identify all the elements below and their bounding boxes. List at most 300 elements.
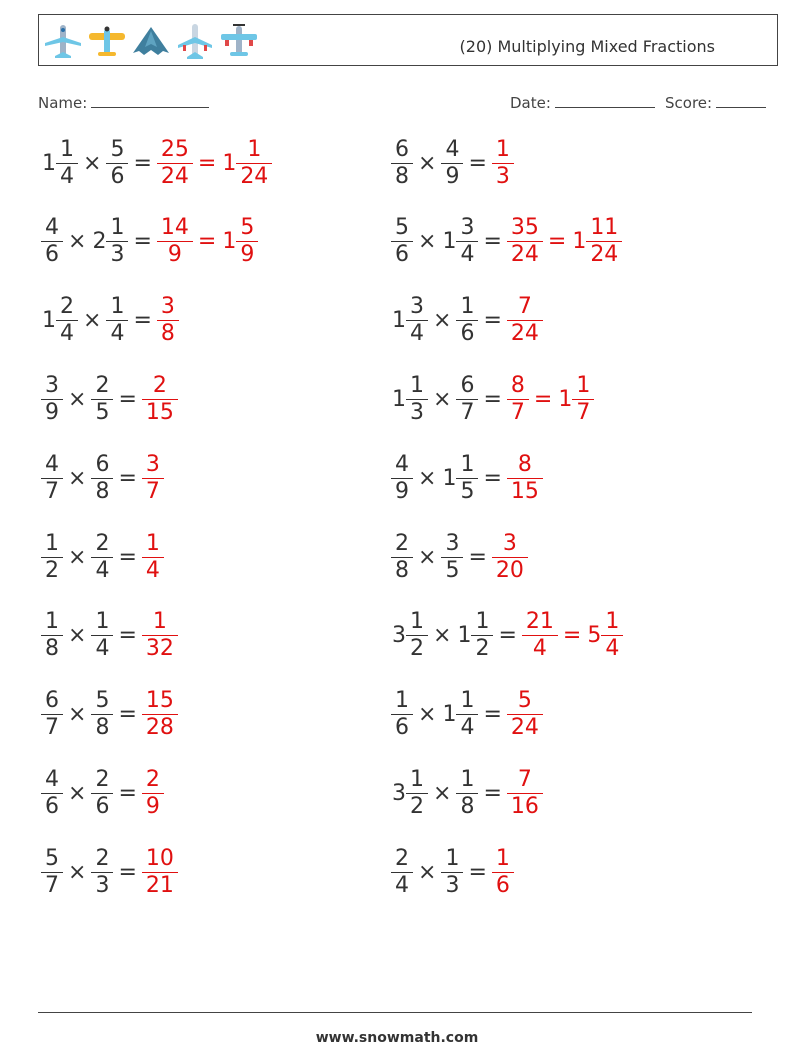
answer — [143, 690, 177, 739]
answer-fraction — [144, 451, 162, 504]
fraction — [58, 136, 76, 189]
denominator: 4 — [391, 872, 413, 897]
numerator: 1 — [247, 136, 262, 162]
times-sign: × — [433, 308, 452, 334]
whole-number: 1 — [392, 386, 406, 412]
whole-number: 1 — [572, 229, 587, 255]
problem-item — [42, 133, 271, 193]
equals-sign: = — [118, 544, 137, 570]
times-sign: × — [433, 623, 452, 649]
problem-item — [42, 212, 257, 272]
denominator: 4 — [456, 714, 478, 739]
denominator: 4 — [406, 320, 428, 345]
numerator: 3 — [160, 294, 175, 320]
numerator: 2 — [95, 766, 110, 792]
fraction — [443, 530, 461, 583]
times-sign: × — [68, 702, 87, 728]
problem-item — [42, 842, 177, 902]
whole-number: 2 — [92, 229, 107, 255]
denominator: 4 — [56, 163, 78, 188]
answer-fraction — [603, 611, 621, 660]
denominator: 16 — [507, 793, 543, 818]
answer-fraction — [238, 217, 256, 266]
score-label: Score: — [665, 94, 713, 112]
answer — [143, 372, 177, 425]
equals-sign: = — [468, 544, 487, 570]
fraction — [93, 690, 111, 739]
fraction — [58, 296, 76, 345]
fraction — [458, 690, 476, 739]
fraction — [458, 451, 476, 504]
denominator: 24 — [507, 320, 543, 345]
answer-fraction — [144, 690, 176, 739]
whole-number: 1 — [442, 229, 457, 255]
whole-number: 1 — [442, 702, 457, 728]
numerator: 4 — [45, 215, 59, 241]
denominator: 28 — [142, 714, 178, 739]
denominator: 3 — [91, 872, 113, 897]
numerator: 3 — [502, 530, 517, 556]
times-sign: × — [418, 229, 437, 255]
numerator: 1 — [110, 294, 125, 320]
fraction — [393, 530, 411, 583]
fraction — [43, 217, 61, 266]
numerator: 2 — [60, 294, 74, 320]
numerator: 1 — [445, 845, 460, 871]
answer-fraction — [494, 845, 512, 898]
denominator: 21 — [142, 872, 178, 897]
fraction — [93, 530, 111, 583]
numerator: 8 — [517, 451, 532, 477]
denominator: 2 — [41, 557, 63, 582]
numerator: 1 — [495, 136, 510, 162]
answer-fraction — [509, 296, 541, 345]
numerator: 2 — [95, 530, 110, 556]
fraction — [93, 845, 111, 898]
answer — [508, 451, 542, 504]
answer-fraction — [588, 217, 620, 266]
numerator: 10 — [145, 845, 174, 871]
numerator: 3 — [460, 215, 475, 241]
denominator: 6 — [456, 320, 478, 345]
numerator: 4 — [395, 451, 409, 477]
problem-item — [392, 685, 542, 745]
answer — [143, 530, 163, 583]
numerator: 3 — [145, 451, 160, 477]
answer — [508, 372, 593, 425]
denominator: 4 — [456, 241, 478, 266]
times-sign: × — [418, 544, 437, 570]
equals-sign: = — [533, 386, 553, 412]
denominator: 8 — [391, 557, 413, 582]
name-label: Name: — [38, 94, 88, 112]
answer — [508, 296, 542, 345]
whole-number: 1 — [392, 308, 406, 334]
numerator: 1 — [460, 294, 475, 320]
times-sign: × — [83, 150, 102, 176]
denominator: 24 — [507, 714, 543, 739]
worksheet-title: (20) Multiplying Mixed Fractions — [459, 37, 715, 56]
times-sign: × — [68, 544, 87, 570]
numerator: 15 — [145, 688, 174, 714]
denominator: 32 — [142, 635, 178, 660]
answer — [523, 611, 622, 660]
answer — [158, 296, 178, 345]
answer-fraction — [494, 530, 526, 583]
answer-fraction — [574, 372, 592, 425]
denominator: 8 — [91, 714, 113, 739]
numerator: 1 — [410, 372, 424, 398]
fraction — [43, 845, 61, 898]
equals-sign: = — [197, 150, 217, 176]
fraction — [93, 451, 111, 504]
denominator: 6 — [106, 163, 128, 188]
equals-sign: = — [118, 702, 137, 728]
answer-fraction — [144, 845, 176, 898]
fraction — [93, 372, 111, 425]
equals-sign: = — [133, 150, 152, 176]
equals-sign: = — [483, 465, 502, 491]
equals-sign: = — [118, 859, 137, 885]
problem-item — [392, 448, 542, 508]
problem-item — [42, 369, 177, 429]
denominator: 8 — [157, 320, 179, 345]
fraction — [443, 136, 461, 189]
problem-item — [392, 291, 542, 351]
numerator: 6 — [395, 136, 409, 162]
denominator: 4 — [522, 635, 558, 660]
answer — [158, 136, 271, 189]
denominator: 24 — [586, 241, 622, 266]
equals-sign: = — [118, 386, 137, 412]
numerator: 1 — [95, 609, 110, 635]
whole-number: 3 — [392, 780, 406, 806]
answer — [493, 530, 527, 583]
answer-fraction — [144, 611, 176, 660]
equals-sign: = — [118, 465, 137, 491]
numerator: 7 — [517, 766, 532, 792]
numerator: 1 — [576, 372, 591, 398]
answer-fraction — [509, 690, 541, 739]
whole-number: 3 — [392, 623, 406, 649]
numerator: 2 — [145, 766, 160, 792]
answer-fraction — [509, 451, 541, 504]
numerator: 4 — [45, 451, 59, 477]
answer — [143, 451, 163, 504]
footer-url: www.snowmath.com — [315, 1030, 479, 1046]
denominator: 8 — [91, 478, 113, 503]
times-sign: × — [68, 780, 87, 806]
date-label: Date: — [510, 94, 551, 112]
equals-sign: = — [197, 229, 217, 255]
numerator: 6 — [45, 688, 59, 714]
denominator: 8 — [41, 635, 63, 660]
times-sign: × — [433, 780, 452, 806]
fraction — [393, 136, 411, 189]
denominator: 9 — [142, 793, 164, 818]
denominator: 9 — [441, 163, 463, 188]
numerator: 1 — [410, 766, 424, 792]
denominator: 3 — [106, 241, 128, 266]
equals-sign: = — [483, 308, 502, 334]
fraction — [93, 766, 111, 819]
numerator: 2 — [95, 845, 110, 871]
times-sign: × — [68, 465, 87, 491]
problem-item — [42, 606, 177, 666]
denominator: 15 — [507, 478, 543, 503]
problem-item — [392, 212, 621, 272]
fraction — [393, 845, 411, 898]
numerator: 5 — [395, 215, 409, 241]
numerator: 6 — [95, 451, 110, 477]
problem-item — [392, 133, 513, 193]
denominator: 7 — [507, 399, 529, 424]
numerator: 4 — [45, 766, 59, 792]
denominator: 7 — [41, 478, 63, 503]
answer-fraction — [524, 611, 556, 660]
denominator: 24 — [157, 163, 193, 188]
fraction — [408, 296, 426, 345]
whole-number: 5 — [587, 623, 602, 649]
times-sign: × — [68, 229, 87, 255]
denominator: 4 — [91, 635, 113, 660]
fraction — [108, 296, 126, 345]
numerator: 1 — [152, 609, 167, 635]
equals-sign: = — [498, 623, 517, 649]
answer-fraction — [238, 136, 270, 189]
answer — [508, 766, 542, 819]
equals-sign: = — [483, 780, 502, 806]
times-sign: × — [433, 386, 452, 412]
fraction — [458, 296, 476, 345]
equals-sign: = — [118, 780, 137, 806]
footer-divider — [38, 1012, 752, 1013]
numerator: 2 — [152, 372, 167, 398]
denominator: 9 — [236, 241, 258, 266]
fraction — [43, 451, 61, 504]
problem-item — [392, 606, 622, 666]
numerator: 1 — [460, 766, 475, 792]
numerator: 4 — [445, 136, 460, 162]
answer-fraction — [159, 296, 177, 345]
denominator: 20 — [492, 557, 528, 582]
fraction — [393, 451, 411, 504]
numerator: 8 — [510, 372, 525, 398]
numerator: 3 — [410, 294, 424, 320]
numerator: 1 — [110, 215, 125, 241]
whole-number: 1 — [222, 150, 237, 176]
answer — [508, 217, 621, 266]
denominator: 7 — [41, 714, 63, 739]
denominator: 4 — [106, 320, 128, 345]
numerator: 3 — [45, 372, 59, 398]
numerator: 21 — [525, 609, 554, 635]
whole-number: 1 — [222, 229, 237, 255]
problem-item — [42, 685, 177, 745]
fraction — [43, 690, 61, 739]
whole-number: 1 — [42, 150, 56, 176]
denominator: 5 — [91, 399, 113, 424]
numerator: 1 — [460, 688, 475, 714]
answer-fraction — [144, 530, 162, 583]
numerator: 1 — [475, 609, 490, 635]
answer-fraction — [144, 766, 162, 819]
denominator: 6 — [391, 714, 413, 739]
fraction — [408, 372, 426, 425]
numerator: 25 — [160, 136, 189, 162]
fraction — [43, 766, 61, 819]
denominator: 3 — [492, 163, 514, 188]
fraction — [458, 217, 476, 266]
whole-number: 1 — [42, 308, 56, 334]
numerator: 5 — [517, 688, 532, 714]
denominator: 9 — [157, 241, 193, 266]
numerator: 1 — [605, 609, 620, 635]
equals-sign: = — [547, 229, 567, 255]
problem-item — [42, 291, 178, 351]
equals-sign: = — [483, 386, 502, 412]
denominator: 8 — [456, 793, 478, 818]
times-sign: × — [83, 308, 102, 334]
denominator: 6 — [41, 793, 63, 818]
times-sign: × — [418, 859, 437, 885]
answer — [143, 845, 177, 898]
whole-number: 1 — [442, 465, 457, 491]
times-sign: × — [418, 702, 437, 728]
denominator: 4 — [91, 557, 113, 582]
answer — [508, 690, 542, 739]
denominator: 6 — [91, 793, 113, 818]
fraction — [43, 530, 61, 583]
equals-sign: = — [468, 859, 487, 885]
answer-fraction — [159, 136, 191, 189]
fraction — [108, 136, 126, 189]
whole-number: 1 — [457, 623, 472, 649]
numerator: 1 — [60, 136, 74, 162]
numerator: 3 — [445, 530, 460, 556]
answer-fraction — [494, 136, 512, 189]
fraction — [408, 611, 426, 660]
denominator: 6 — [391, 241, 413, 266]
numerator: 5 — [45, 845, 59, 871]
numerator: 5 — [110, 136, 125, 162]
denominator: 7 — [572, 399, 594, 424]
answer — [158, 217, 257, 266]
answer-fraction — [509, 766, 541, 819]
denominator: 2 — [406, 793, 428, 818]
equals-sign: = — [468, 150, 487, 176]
denominator: 3 — [406, 399, 428, 424]
denominator: 8 — [391, 163, 413, 188]
denominator: 4 — [56, 320, 78, 345]
numerator: 1 — [495, 845, 510, 871]
numerator: 1 — [45, 530, 59, 556]
denominator: 9 — [41, 399, 63, 424]
answer-fraction — [509, 372, 527, 425]
denominator: 7 — [41, 872, 63, 897]
fraction — [393, 217, 411, 266]
denominator: 6 — [41, 241, 63, 266]
answer — [493, 136, 513, 189]
equals-sign: = — [562, 623, 582, 649]
denominator: 24 — [507, 241, 543, 266]
equals-sign: = — [118, 623, 137, 649]
equals-sign: = — [483, 702, 502, 728]
numerator: 6 — [460, 372, 475, 398]
denominator: 2 — [406, 635, 428, 660]
denominator: 2 — [471, 635, 493, 660]
denominator: 4 — [142, 557, 164, 582]
problem-item — [392, 763, 542, 823]
denominator: 3 — [441, 872, 463, 897]
times-sign: × — [418, 150, 437, 176]
times-sign: × — [418, 465, 437, 491]
numerator: 14 — [160, 215, 189, 241]
numerator: 2 — [395, 845, 409, 871]
whole-number: 1 — [558, 386, 573, 412]
numerator: 35 — [510, 215, 539, 241]
problem-item — [42, 527, 163, 587]
fraction — [473, 611, 491, 660]
numerator: 1 — [460, 451, 475, 477]
fraction — [43, 372, 61, 425]
answer — [143, 611, 177, 660]
equals-sign: = — [133, 229, 152, 255]
numerator: 1 — [410, 609, 424, 635]
fraction — [43, 611, 61, 660]
equals-sign: = — [133, 308, 152, 334]
answer — [493, 845, 513, 898]
numerator: 5 — [240, 215, 255, 241]
numerator: 2 — [95, 372, 110, 398]
denominator: 5 — [441, 557, 463, 582]
numerator: 1 — [45, 609, 59, 635]
times-sign: × — [68, 386, 87, 412]
fraction — [393, 690, 411, 739]
equals-sign: = — [483, 229, 502, 255]
numerator: 5 — [95, 688, 110, 714]
denominator: 7 — [456, 399, 478, 424]
fraction — [93, 611, 111, 660]
problem-item — [392, 527, 527, 587]
fraction — [108, 217, 126, 266]
answer-fraction — [509, 217, 541, 266]
times-sign: × — [68, 623, 87, 649]
fraction — [458, 766, 476, 819]
problem-item — [392, 369, 593, 429]
numerator: 7 — [517, 294, 532, 320]
fraction — [458, 372, 476, 425]
denominator: 5 — [456, 478, 478, 503]
denominator: 6 — [492, 872, 514, 897]
fraction — [443, 845, 461, 898]
denominator: 15 — [142, 399, 178, 424]
numerator: 1 — [395, 688, 409, 714]
fraction — [408, 766, 426, 819]
denominator: 4 — [601, 635, 623, 660]
denominator: 24 — [236, 163, 272, 188]
numerator: 11 — [590, 215, 619, 241]
numerator: 1 — [145, 530, 160, 556]
denominator: 7 — [142, 478, 164, 503]
problem-item — [42, 448, 163, 508]
problem-item — [42, 763, 163, 823]
answer — [143, 766, 163, 819]
times-sign: × — [68, 859, 87, 885]
problem-item — [392, 842, 513, 902]
answer-fraction — [144, 372, 176, 425]
numerator: 2 — [395, 530, 409, 556]
